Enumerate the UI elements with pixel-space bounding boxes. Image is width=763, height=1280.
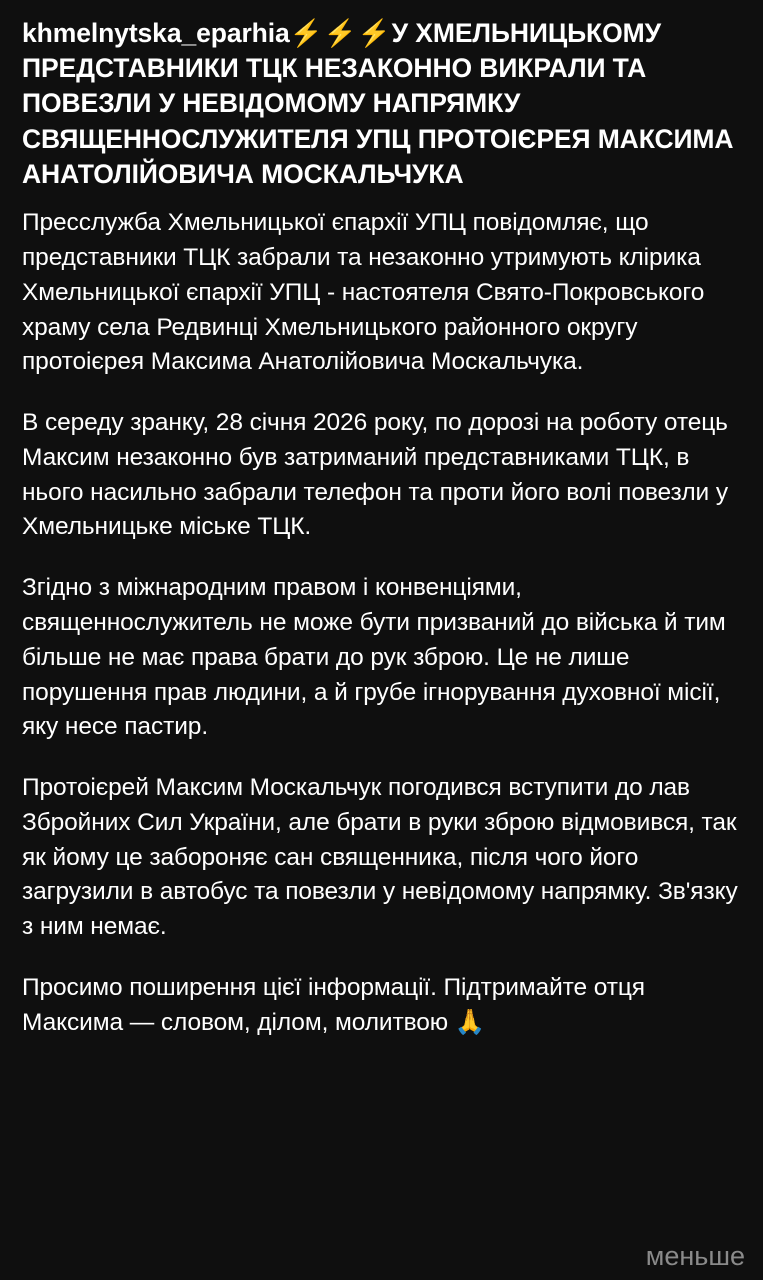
- post-paragraph: Згідно з міжнародним правом і конвенціями, священнослужитель не може бути призваний до війська й тим більше не має права брати до рук зброю. Це не лише порушення прав людини, а й грубе ігнорування духовної місії, яку несе пастир.: [22, 574, 726, 741]
- headline-text: У ХМЕЛЬНИЦЬКОМУ ПРЕДСТАВНИКИ ТЦК НЕЗАКОННО ВИКРАЛИ ТА ПОВЕЗЛИ У НЕВІДОМОМУ НАПРЯМКУ СВЯЩЕННОСЛУЖИТЕЛЯ УПЦ ПРОТОІЄРЕЯ МАКСИМА АНАТОЛІЙОВИЧА МОСКАЛЬЧУКА: [22, 18, 734, 189]
- post-paragraph: В середу зранку, 28 січня 2026 року, по дорозі на роботу отець Максим незаконно був затриманий представниками ТЦК, в нього насильно забрали телефон та проти його волі повезли у Хмельницьке міське ТЦК.: [22, 409, 729, 541]
- post-headline: [22, 16, 741, 192]
- post-paragraph: Протоієрей Максим Москальчук погодився вступити до лав Збройних Сил України, але брати в руки зброю відмовився, так як йому це забороняє сан священника, після чого його загрузили в автобус та повезли у невідомому напрямку. Зв'язку з ним немає.: [22, 774, 738, 941]
- post-paragraph: Пресслужба Хмельницької єпархії УПЦ повідомляє, що представники ТЦК забрали та незаконно утримують клірика Хмельницької єпархії УПЦ - настоятеля Свято-Покровського храму села Редвинці Хмельницького районного округу протоієрея Максима Анатолійовича Москальчука.: [22, 209, 705, 376]
- post-body: [22, 206, 741, 1040]
- expand-collapse-button[interactable]: меньше: [636, 1243, 745, 1270]
- lightning-bolt-icon: ⚡️⚡️⚡️: [289, 18, 392, 49]
- post-paragraph: Просимо поширення цієї інформації. Підтримайте отця Максима — словом, ділом, молитвою 🙏: [22, 974, 645, 1036]
- channel-name[interactable]: khmelnytska_eparhia: [22, 18, 290, 48]
